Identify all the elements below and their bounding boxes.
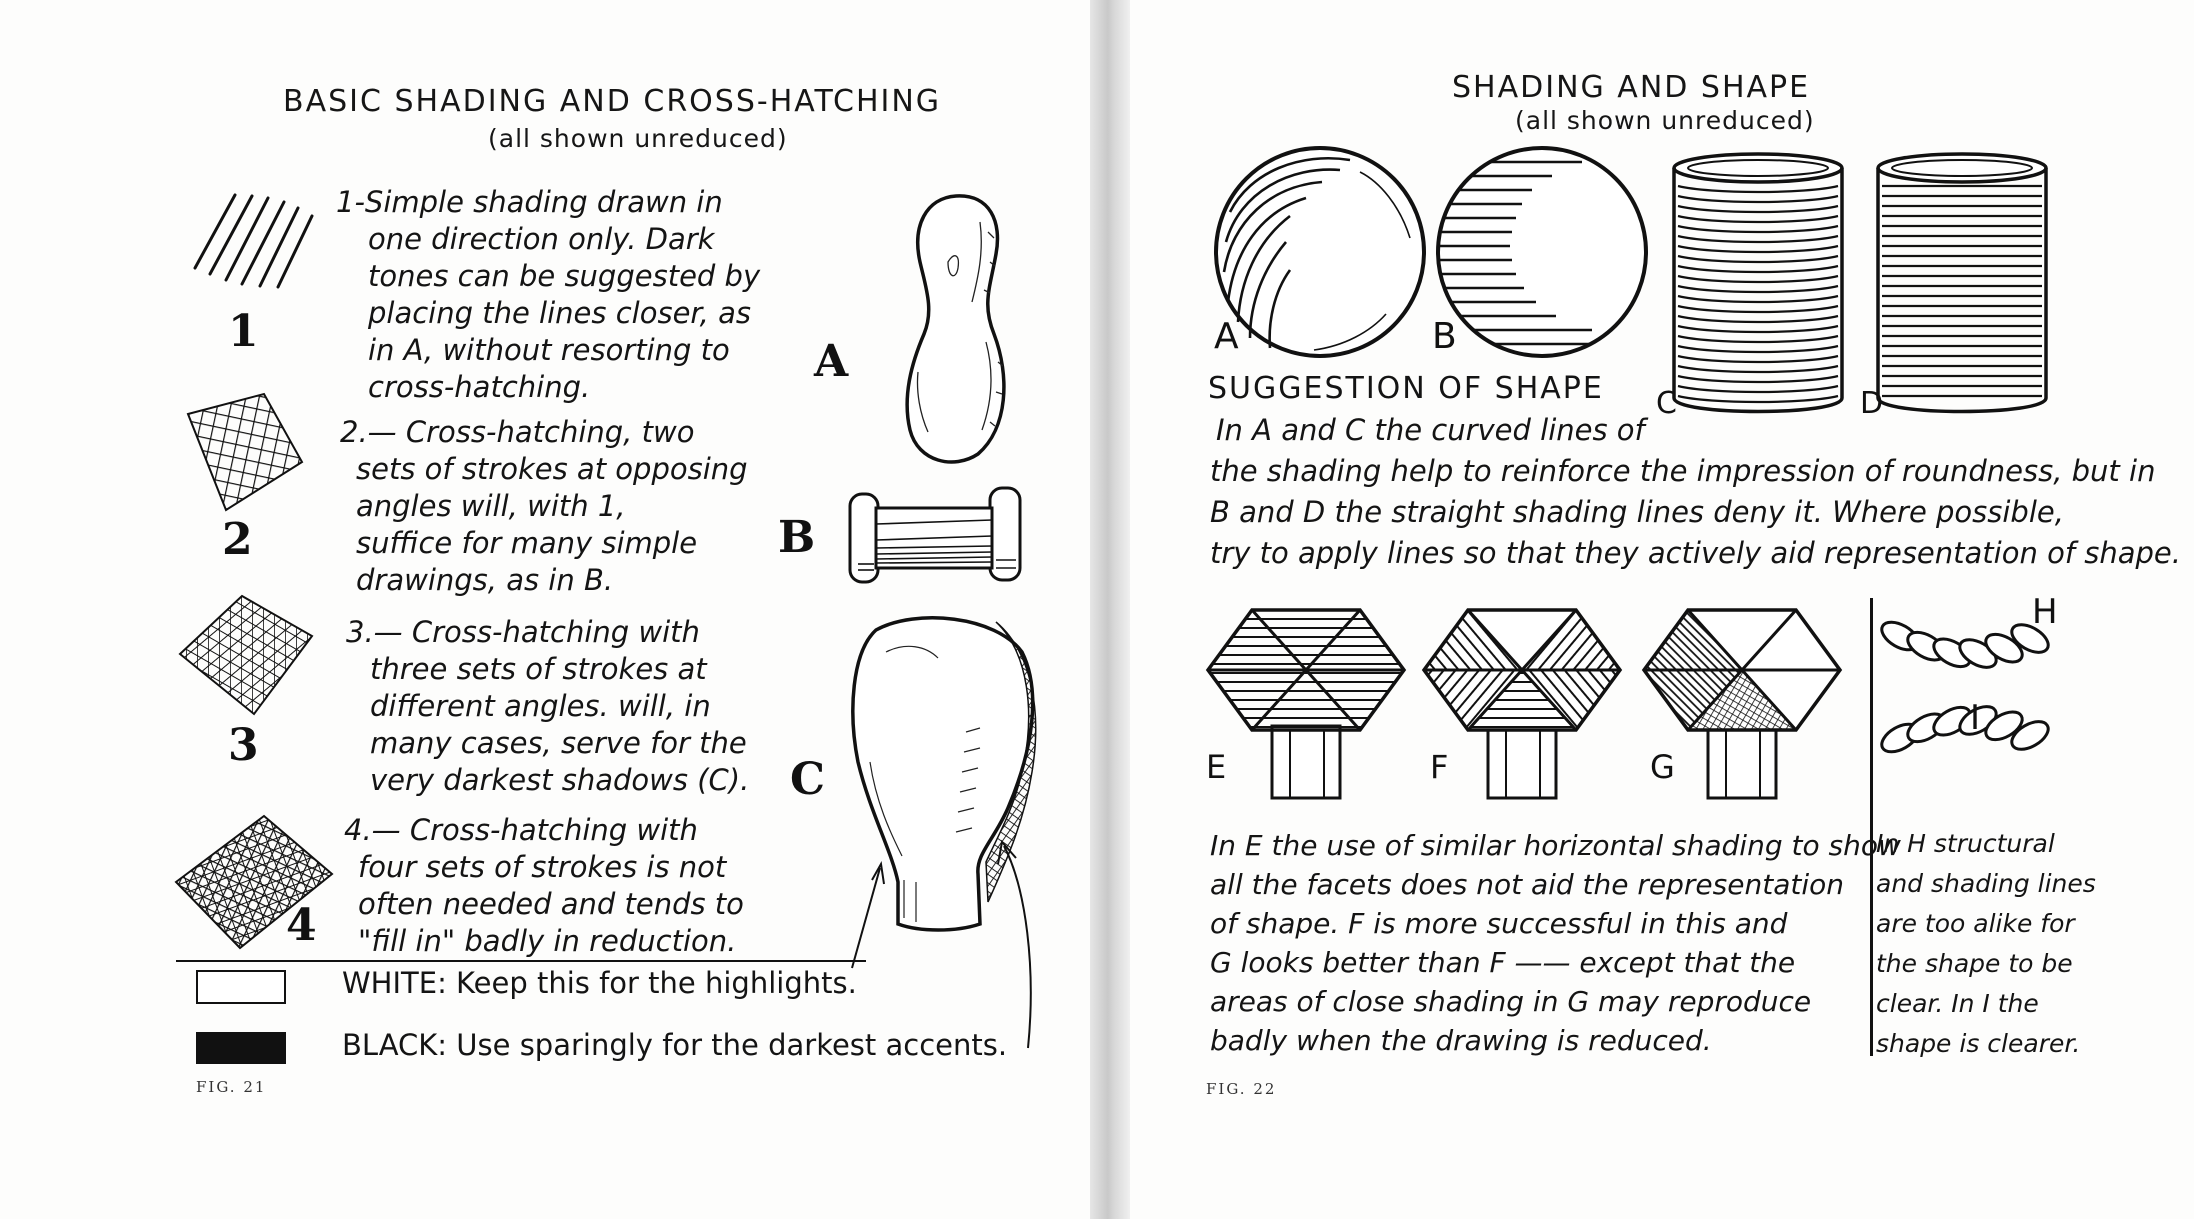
two-way-crosshatch-sample (180, 392, 310, 517)
suggestion-heading: SUGGESTION OF SHAPE (1208, 371, 1604, 406)
efg-explanation: In E the use of similar horizontal shading to show all the facets does not aid the representation of shape. F is more successful in this and G looks better than F —— except that the areas of close shading in G may reproduce badly when the drawing is reduced. (1210, 829, 1901, 1057)
cylinder-shading-curve (1678, 246, 1838, 252)
bolt-e-horizontal-shading (1206, 606, 1406, 798)
cylinder-shading-curve (1678, 366, 1838, 372)
book-gutter (1088, 0, 1132, 1219)
figure-a-stone-drawing (898, 192, 1018, 464)
bolt-f-directional-shading (1422, 606, 1622, 798)
cylinder-shading-curve (1678, 256, 1838, 262)
cylinder-shading-curve (1678, 306, 1838, 312)
cylinder-shading-curve (1678, 216, 1838, 222)
cylinder-shading-curve (1678, 206, 1838, 212)
three-way-crosshatch-sample (176, 592, 316, 718)
cylinder-shading-curve (1678, 286, 1838, 292)
fig-21-caption: FIG. 21 (196, 1078, 267, 1096)
cylinder-shading-curve (1678, 196, 1838, 202)
cylinder-shading-curve (1678, 296, 1838, 302)
white-note: WHITE: Keep this for the highlights. (342, 966, 857, 1000)
notes-separator-line (176, 960, 866, 962)
suggestion-text: In A and C the curved lines of the shading help to reinforce the impression of roundness, but in B and D the straight shading lines deny it. Where possible, try to apply lines so that they actively aid representation of shape. (1210, 413, 2181, 570)
sphere-b-straight-shading (1432, 142, 1652, 362)
item-2-text: 2.— Cross-hatching, two sets of strokes at opposing angles will, with 1, suffice for many simple drawings, as in B. (340, 415, 748, 597)
shape-label-c: C (1656, 386, 1677, 421)
simple-shading-sample (190, 190, 325, 290)
white-swatch (196, 970, 286, 1004)
figure-label-c: C (790, 754, 826, 805)
cylinder-shading-curve (1678, 386, 1838, 392)
sample-number-3: 3 (228, 720, 259, 771)
left-page-subtitle: (all shown unreduced) (488, 124, 788, 153)
fig-22-caption: FIG. 22 (1206, 1080, 1277, 1098)
cylinder-d-straight-shading (1874, 150, 2052, 422)
right-page (1130, 0, 2194, 1219)
item-1-text: 1-Simple shading drawn in one direction only. Dark tones can be suggested by placing the lines closer, as in A, without resorting to cross-hatching. (336, 185, 761, 404)
sample-number-2: 2 (222, 514, 253, 565)
note-pointer-arrows (850, 828, 1050, 1054)
bolt-label-f: F (1430, 748, 1449, 786)
cylinder-shading-curve (1678, 276, 1838, 282)
left-page-title: BASIC SHADING AND CROSS-HATCHING (283, 84, 942, 119)
figure-label-a: A (814, 336, 849, 387)
right-page-title: SHADING AND SHAPE (1452, 70, 1811, 105)
figure-b-spool-drawing (846, 484, 1024, 590)
rope-label-h: H (2032, 592, 2058, 632)
hi-explanation: In H structural and shading lines are too alike for the shape to be clear. In I the shape is clearer. (1876, 829, 2096, 1058)
right-page-subtitle: (all shown unreduced) (1515, 106, 1815, 135)
cylinder-shading-curve (1678, 236, 1838, 242)
item-4-text: 4.— Cross-hatching with four sets of strokes is not often needed and tends to "fill in" badly in reduction. (344, 813, 744, 958)
cylinder-shading-curve (1678, 356, 1838, 362)
cylinder-shading-curve (1678, 396, 1838, 402)
cylinder-shading-curve (1678, 326, 1838, 332)
cylinder-shading-curve (1678, 336, 1838, 342)
sample-number-4: 4 (286, 900, 317, 951)
bolt-label-e: E (1206, 748, 1227, 786)
bolt-label-g: G (1650, 748, 1675, 786)
shape-label-d: D (1860, 386, 1884, 421)
cylinder-shading-curve (1678, 226, 1838, 232)
sphere-a-curved-shading (1210, 142, 1430, 362)
black-note: BLACK: Use sparingly for the darkest accents. (342, 1028, 1008, 1062)
cylinder-shading-curve (1678, 186, 1838, 192)
sample-number-1: 1 (228, 306, 259, 357)
rope-label-i: I (1970, 698, 1981, 738)
cylinder-shading-curve (1678, 266, 1838, 272)
cylinder-c-curved-shading (1670, 150, 1848, 422)
shape-label-b: B (1432, 316, 1457, 357)
black-swatch (196, 1032, 286, 1064)
cylinder-shading-curve (1678, 316, 1838, 322)
cylinder-shading-curve (1678, 346, 1838, 352)
cylinder-shading-curve (1678, 376, 1838, 382)
figure-label-b: B (778, 512, 816, 563)
item-3-text: 3.— Cross-hatching with three sets of strokes at different angles. will, in many cases, serve for the very darkest shadows (C). (346, 615, 750, 797)
left-page (0, 0, 1090, 1219)
shape-label-a: A (1214, 316, 1239, 357)
